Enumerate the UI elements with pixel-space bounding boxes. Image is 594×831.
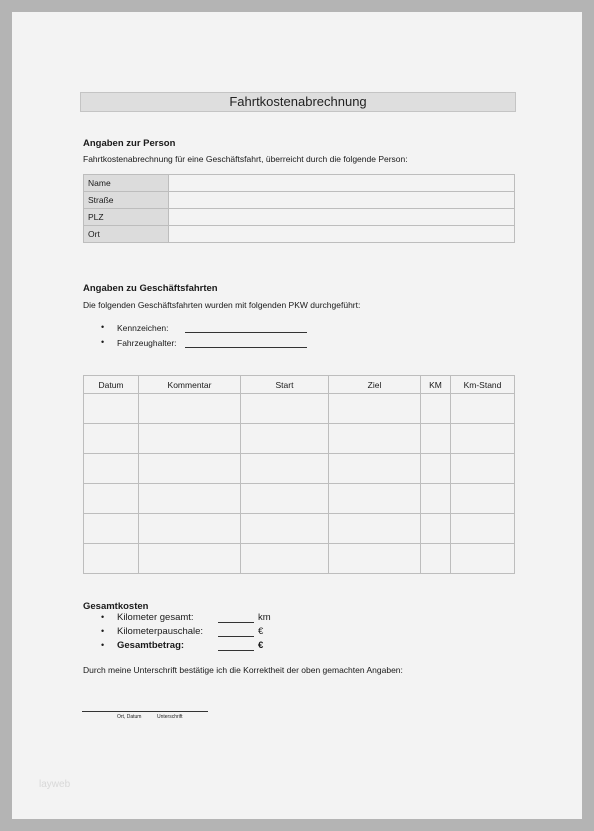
vehicle-plate-blank[interactable] <box>185 332 307 333</box>
column-header-start: Start <box>241 376 329 394</box>
confirmation-text: Durch meine Unterschrift bestätige ich die Korrektheit der oben gemachten Angaben: <box>83 665 403 675</box>
field-label-name: Name <box>84 175 169 192</box>
field-label-street: Straße <box>84 192 169 209</box>
field-label-zip: PLZ <box>84 209 169 226</box>
bullet-icon: • <box>101 337 105 347</box>
bullet-icon: • <box>101 626 105 636</box>
person-table <box>83 174 515 243</box>
column-header-date: Datum <box>84 376 139 394</box>
totals-heading: Gesamtkosten <box>83 601 149 612</box>
person-row <box>84 175 515 192</box>
trips-table <box>83 375 515 574</box>
field-value-city[interactable] <box>169 226 515 243</box>
signature-line[interactable] <box>82 711 208 712</box>
watermark: layweb <box>39 779 71 790</box>
column-header-km: KM <box>421 376 451 394</box>
total-amount-unit: € <box>258 640 264 651</box>
field-value-name[interactable] <box>169 175 515 192</box>
column-header-destination: Ziel <box>329 376 421 394</box>
total-amount-blank[interactable] <box>218 650 254 651</box>
total-km-label: Kilometer gesamt: <box>117 612 194 623</box>
total-amount-label: Gesamtbetrag: <box>117 640 185 651</box>
table-row <box>84 424 515 454</box>
total-km-unit: km <box>258 612 271 623</box>
trips-intro: Die folgenden Geschäftsfahrten wurden mit folgenden PKW durchgeführt: <box>83 300 361 310</box>
person-heading: Angaben zur Person <box>83 138 176 149</box>
person-row <box>84 192 515 209</box>
km-rate-unit: € <box>258 626 264 637</box>
person-row <box>84 226 515 243</box>
trips-heading: Angaben zu Geschäftsfahrten <box>83 283 218 294</box>
table-row <box>84 454 515 484</box>
bullet-icon: • <box>101 612 105 622</box>
bullet-icon: • <box>101 322 105 332</box>
field-value-zip[interactable] <box>169 209 515 226</box>
km-rate-blank[interactable] <box>218 636 254 637</box>
document-page <box>12 12 582 819</box>
person-intro: Fahrtkostenabrechnung für eine Geschäftsfahrt, überreicht durch die folgende Person: <box>83 154 408 164</box>
vehicle-owner-label: Fahrzeughalter: <box>117 338 177 348</box>
field-label-city: Ort <box>84 226 169 243</box>
vehicle-plate-label: Kennzeichen: <box>117 323 169 333</box>
document-title: Fahrtkostenabrechnung <box>80 92 516 112</box>
table-row <box>84 394 515 424</box>
km-rate-label: Kilometerpauschale: <box>117 626 204 637</box>
bullet-icon: • <box>101 640 105 650</box>
total-km-blank[interactable] <box>218 622 254 623</box>
field-value-street[interactable] <box>169 192 515 209</box>
vehicle-owner-blank[interactable] <box>185 347 307 348</box>
table-row <box>84 484 515 514</box>
column-header-odometer: Km-Stand <box>451 376 515 394</box>
place-date-label: Ort, Datum <box>117 714 142 720</box>
person-row <box>84 209 515 226</box>
trips-header-row <box>84 376 515 394</box>
column-header-comment: Kommentar <box>139 376 241 394</box>
table-row <box>84 544 515 574</box>
table-row <box>84 514 515 544</box>
signature-label: Unterschrift <box>157 714 183 720</box>
